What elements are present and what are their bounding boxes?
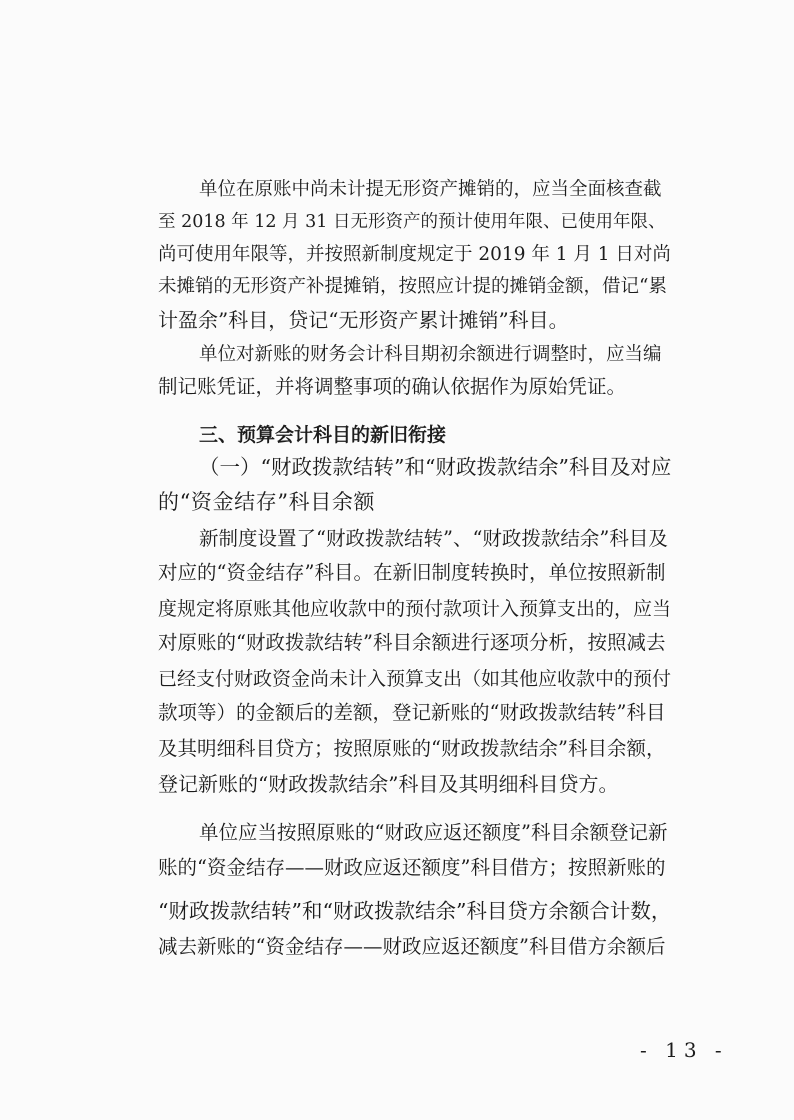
paragraph-line: 已经支付财政资金尚未计入预算支出（如其他应收款中的预付 — [158, 668, 672, 690]
paragraph-line: 账的“资金结存——财政应返还额度”科目借方；按照新账的 — [158, 856, 666, 879]
subsection-heading-line: （一）“财政拨款结转”和“财政拨款结余”科目及对应 — [199, 455, 672, 479]
paragraph-line: 及其明细科目贷方；按照原账的“财政拨款结余”科目余额， — [158, 737, 666, 760]
paragraph-line: 单位对新账的财务会计科目期初余额进行调整时，应当编 — [199, 344, 662, 365]
paragraph-line: 度规定将原账其他应收款中的预付款项计入预算支出的，应当 — [158, 598, 672, 620]
paragraph-line: 减去新账的“资金结存——财政应返还额度”科目借方余额后 — [158, 935, 666, 958]
section-heading: 三、预算会计科目的新旧衔接 — [199, 424, 447, 446]
subsection-heading-line: 的“资金结存”科目余额 — [158, 490, 376, 514]
paragraph-line: 制记账凭证，并将调整事项的确认依据作为原始凭证。 — [158, 375, 627, 398]
paragraph-line: 单位在原账中尚未计提无形资产摊销的，应当全面核查截 — [199, 179, 662, 200]
paragraph-line: 计盈余”科目，贷记“无形资产累计摊销”科目。 — [158, 308, 569, 332]
paragraph-line: 至 2018 年 12 月 31 日无形资产的预计使用年限、已使用年限、 — [158, 212, 666, 232]
paragraph-line: 对应的“资金结存”科目。在新旧制度转换时，单位按照新制 — [158, 561, 666, 584]
paragraph-line: 尚可使用年限等，并按照新制度规定于 2019 年 1 月 1 日对尚 — [158, 244, 671, 265]
paragraph-line: 单位应当按照原账的“财政应返还额度”科目余额登记新 — [199, 821, 668, 844]
page-number: - 13 - — [640, 1038, 728, 1062]
paragraph-line: 未摊销的无形资产补提摊销，按照应计提的摊销金额，借记“累 — [158, 276, 667, 297]
paragraph-line: “财政拨款结转”和“财政拨款结余”科目贷方余额合计数， — [158, 899, 672, 923]
paragraph-line: 登记新账的“财政拨款结余”科目及其明细科目贷方。 — [158, 772, 619, 796]
paragraph-line: 款项等）的金额后的差额，登记新账的“财政拨款结转”科目 — [158, 701, 666, 724]
paragraph-line: 对原账的“财政拨款结转”科目余额进行逐项分析，按照减去 — [158, 631, 666, 654]
paragraph-line: 新制度设置了“财政拨款结转”、“财政拨款结余”科目及 — [199, 527, 668, 550]
